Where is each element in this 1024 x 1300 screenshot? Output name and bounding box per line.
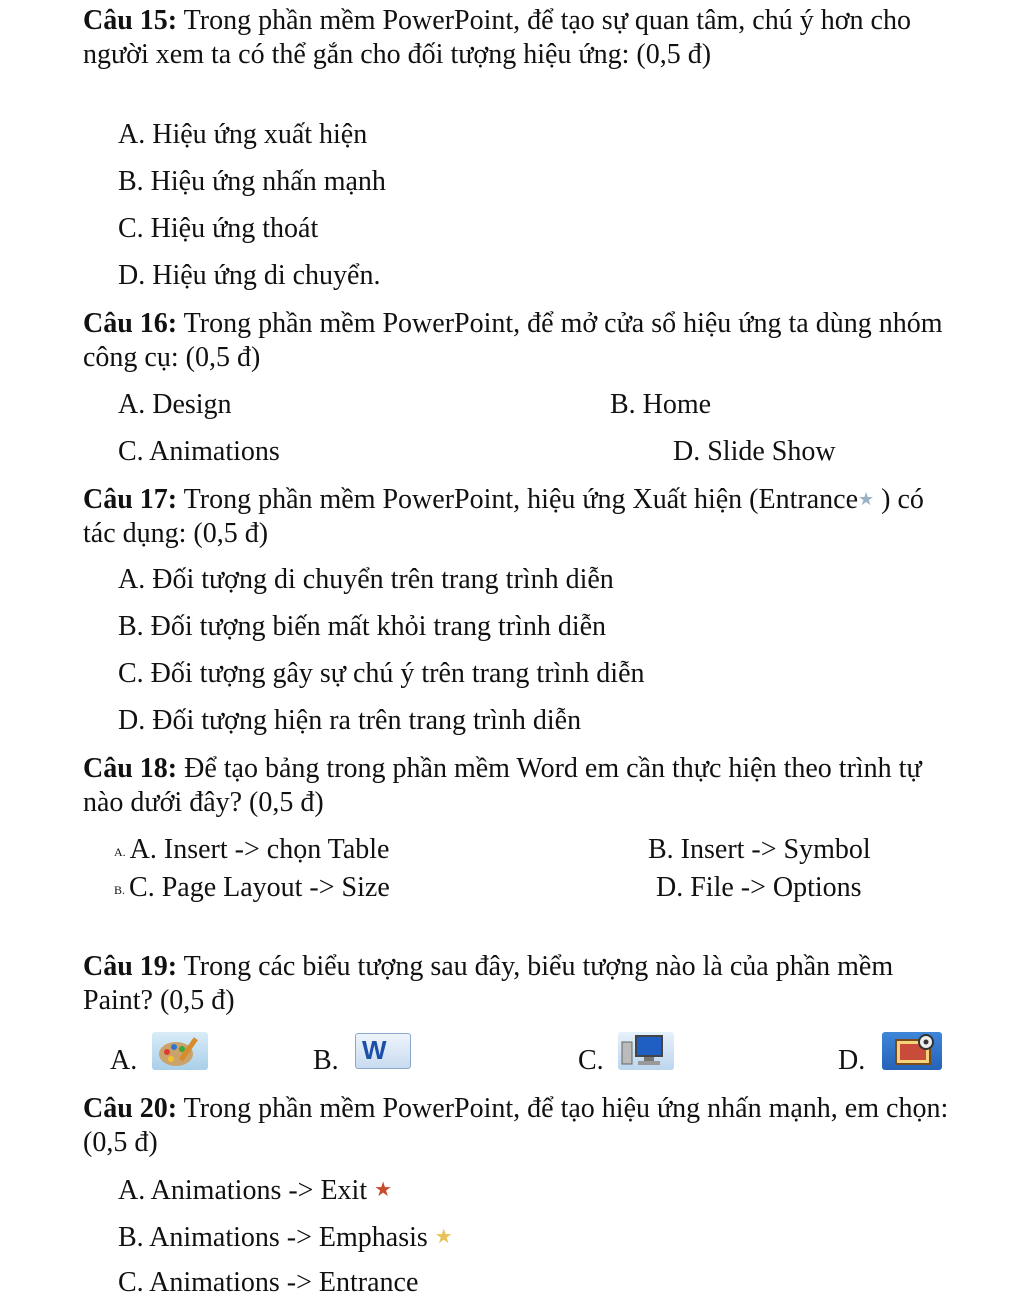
paint-icon <box>152 1032 208 1070</box>
q16-option-a: A. Design <box>118 389 232 420</box>
q19-option-b: B. <box>313 1045 339 1076</box>
word-icon <box>355 1033 411 1069</box>
q15-option-b: B. Hiệu ứng nhấn mạnh <box>118 166 386 197</box>
question-20 <box>83 1092 963 1160</box>
question-17 <box>83 482 963 551</box>
q20-option-b-text: B. Animations -> Emphasis <box>118 1222 428 1253</box>
q17-option-b: B. Đối tượng biến mất khỏi trang trình diễn <box>118 611 607 642</box>
question-text-end: ) có tác dụng: (0,5 đ) <box>83 484 924 549</box>
q20-option-b <box>118 1220 453 1255</box>
q16-option-b: B. Home <box>610 389 712 420</box>
q18-option-d: D. File -> Options <box>656 872 862 903</box>
q18-option-c <box>114 871 390 907</box>
question-15 <box>83 4 963 72</box>
q18-option-c-text: C. Page Layout -> Size <box>129 872 390 903</box>
q16-option-c: C. Animations <box>118 436 280 467</box>
question-18 <box>83 752 963 820</box>
q15-option-c: C. Hiệu ứng thoát <box>118 213 319 244</box>
question-text: Trong phần mềm PowerPoint, để mở cửa sổ hiệu ứng ta dùng nhóm công cụ: (0,5 đ) <box>83 308 943 373</box>
question-text: Trong các biểu tượng sau đây, biểu tượng nào là của phần mềm Paint? (0,5 đ) <box>83 951 894 1016</box>
q20-option-a <box>118 1173 392 1208</box>
computer-icon <box>618 1032 674 1070</box>
q17-option-d: D. Đối tượng hiện ra trên trang trình diễn <box>118 705 582 736</box>
question-19 <box>83 950 963 1018</box>
question-text: Trong phần mềm PowerPoint, để tạo sự quan tâm, chú ý hơn cho người xem ta có thể gắn cho đối tượng hiệu ứng: (0,5 đ) <box>83 5 911 70</box>
question-label: Câu 19: <box>83 951 178 982</box>
question-text: Để tạo bảng trong phần mềm Word em cần thực hiện theo trình tự nào dưới đây? (0,5 đ) <box>83 753 922 818</box>
q15-option-d: D. Hiệu ứng di chuyển. <box>118 260 381 291</box>
entrance-star-icon: ★ <box>858 489 875 509</box>
q19-option-a: A. <box>110 1045 138 1076</box>
question-text: Trong phần mềm PowerPoint, hiệu ứng Xuất hiện (Entrance <box>183 484 858 515</box>
question-label: Câu 20: <box>83 1093 178 1124</box>
emphasis-star-icon: ★ <box>434 1226 453 1248</box>
question-label: Câu 17: <box>83 484 178 515</box>
q20-option-c: C. Animations -> Entrance <box>118 1267 419 1298</box>
question-label: Câu 16: <box>83 308 178 339</box>
question-label: Câu 18: <box>83 753 178 784</box>
question-16 <box>83 307 963 375</box>
q19-option-d: D. <box>838 1045 866 1076</box>
word-letter: W <box>362 1035 387 1065</box>
q18-option-a <box>114 833 389 869</box>
q20-option-a-text: A. Animations -> Exit <box>118 1175 368 1206</box>
q19-option-c: C. <box>578 1045 604 1076</box>
q16-option-d: D. Slide Show <box>673 436 836 467</box>
exit-star-icon: ★ <box>374 1179 393 1201</box>
small-marker-b: B. <box>114 883 126 897</box>
question-label: Câu 15: <box>83 5 178 36</box>
question-text: Trong phần mềm PowerPoint, để tạo hiệu ứng nhấn mạnh, em chọn:(0,5 đ) <box>83 1093 949 1158</box>
q18-option-b: B. Insert -> Symbol <box>648 834 871 865</box>
q17-option-c: C. Đối tượng gây sự chú ý trên trang trình diễn <box>118 658 645 689</box>
photo-icon <box>882 1032 942 1070</box>
q17-option-a: A. Đối tượng di chuyển trên trang trình diễn <box>118 564 614 595</box>
q15-option-a: A. Hiệu ứng xuất hiện <box>118 119 368 150</box>
small-marker-a: A. <box>114 845 126 859</box>
q18-option-a-text: A. Insert -> chọn Table <box>129 834 390 865</box>
